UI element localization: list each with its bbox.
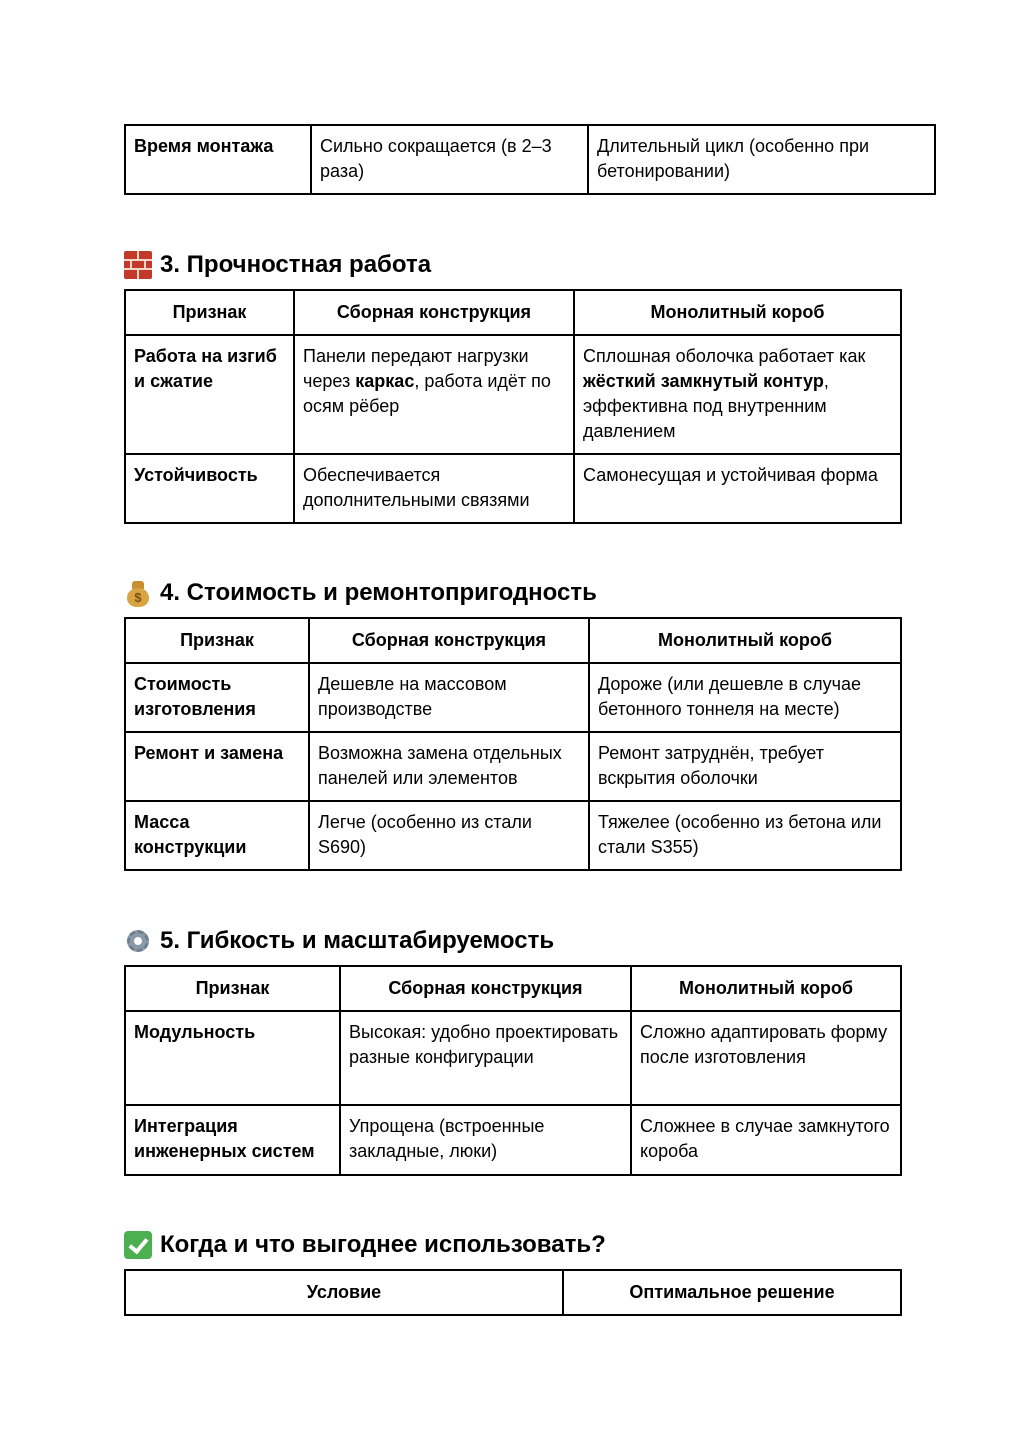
table-header-row xyxy=(125,966,901,1011)
section-heading-flexibility xyxy=(124,926,554,956)
recommendation-table xyxy=(124,1269,902,1316)
flexibility-table xyxy=(124,965,902,1176)
row-label: Ремонт и замена xyxy=(125,732,309,801)
row-label: Интеграция инженерных систем xyxy=(125,1105,340,1175)
prefab-cell: Обеспечивается дополнительными связями xyxy=(294,454,574,523)
prefab-cell: Панели передают нагрузки через каркас, работа идёт по осям рёбер xyxy=(294,335,574,454)
section-title: 4. Стоимость и ремонтопригодность xyxy=(160,579,597,606)
column-header: Признак xyxy=(125,966,340,1011)
row-label: Масса конструкции xyxy=(125,801,309,870)
table-row xyxy=(125,1011,901,1105)
column-header: Оптимальное решение xyxy=(563,1270,901,1315)
monolith-cell: Тяжелее (особенно из бетона или стали S355) xyxy=(589,801,901,870)
table-header-row xyxy=(125,1270,901,1315)
prefab-cell: Высокая: удобно проектировать разные конфигурации xyxy=(340,1011,631,1105)
prefab-cell: Дешевле на массовом производстве xyxy=(309,663,589,732)
column-header: Монолитный короб xyxy=(589,618,901,663)
column-header: Монолитный короб xyxy=(631,966,901,1011)
monolith-cell: Ремонт затруднён, требует вскрытия оболочки xyxy=(589,732,901,801)
table-row xyxy=(125,732,901,801)
column-header: Сборная конструкция xyxy=(340,966,631,1011)
row-label: Стоимость изготовления xyxy=(125,663,309,732)
table-row xyxy=(125,663,901,732)
table-row xyxy=(125,1105,901,1175)
column-header: Сборная конструкция xyxy=(309,618,589,663)
row-label: Время монтажа xyxy=(125,125,311,194)
monolith-cell: Сложно адаптировать форму после изготовления xyxy=(631,1011,901,1105)
monolith-cell: Дороже (или дешевле в случае бетонного тоннеля на месте) xyxy=(589,663,901,732)
prefab-cell: Упрощена (встроенные закладные, люки) xyxy=(340,1105,631,1175)
column-header: Условие xyxy=(125,1270,563,1315)
table-header-row xyxy=(125,290,901,335)
table-header-row xyxy=(125,618,901,663)
check-mark-icon xyxy=(124,1231,152,1259)
section-title: 3. Прочностная работа xyxy=(160,251,432,278)
assembly-time-table xyxy=(124,124,936,195)
column-header: Признак xyxy=(125,618,309,663)
column-header: Сборная конструкция xyxy=(294,290,574,335)
column-header: Монолитный короб xyxy=(574,290,901,335)
monolith-cell: Сложнее в случае замкнутого короба xyxy=(631,1105,901,1175)
row-label: Модульность xyxy=(125,1011,340,1105)
section-title: 5. Гибкость и масштабируемость xyxy=(160,927,555,954)
section-heading-strength xyxy=(124,250,431,280)
prefab-cell: Возможна замена отдельных панелей или элементов xyxy=(309,732,589,801)
strength-table xyxy=(124,289,902,524)
cost-table xyxy=(124,617,902,871)
row-label: Работа на изгиб и сжатие xyxy=(125,335,294,454)
section-title: Когда и что выгоднее использовать? xyxy=(160,1231,606,1258)
table-row xyxy=(125,125,935,194)
section-heading-cost xyxy=(124,578,597,608)
monolith-cell: Сплошная оболочка работает как жёсткий замкнутый контур, эффективна под внутренним давлением xyxy=(574,335,901,454)
row-label: Устойчивость xyxy=(125,454,294,523)
monolith-cell: Длительный цикл (особенно при бетонировании) xyxy=(588,125,935,194)
gear-icon xyxy=(124,927,152,955)
brick-icon xyxy=(124,251,152,279)
table-row xyxy=(125,801,901,870)
monolith-cell: Самонесущая и устойчивая форма xyxy=(574,454,901,523)
money-bag-icon: $ xyxy=(124,579,152,607)
prefab-cell: Сильно сокращается (в 2–3 раза) xyxy=(311,125,588,194)
column-header: Признак xyxy=(125,290,294,335)
section-heading-recommendation xyxy=(124,1230,606,1260)
prefab-cell: Легче (особенно из стали S690) xyxy=(309,801,589,870)
table-row xyxy=(125,454,901,523)
table-row xyxy=(125,335,901,454)
